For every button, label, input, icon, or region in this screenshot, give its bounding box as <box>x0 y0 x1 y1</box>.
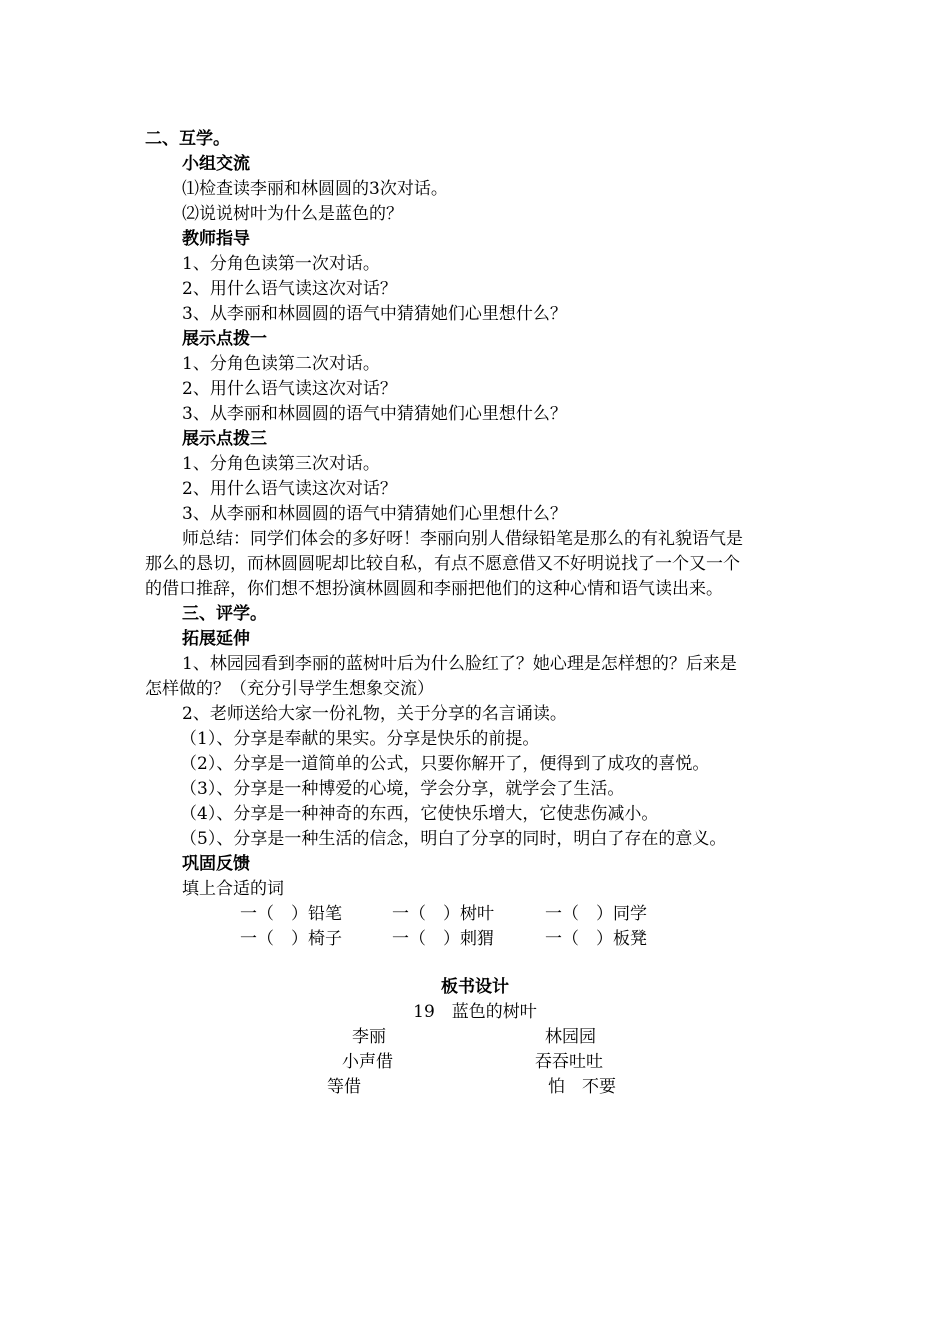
board-left-item: 李丽 <box>352 1027 386 1047</box>
question-line: 2、老师送给大家一份礼物，关于分享的名言诵读。 <box>182 704 567 724</box>
quote-item: （1）、分享是奉献的果实。分享是快乐的前提。 <box>180 729 540 749</box>
fill-blank-item: 一（ ）刺猬 <box>392 929 494 949</box>
teacher-summary-line: 师总结：同学们体会的多好呀！李丽向别人借绿铅笔是那么的有礼貌语气是 <box>182 529 743 549</box>
list-item: 2、用什么语气读这次对话？ <box>182 279 397 299</box>
fill-blank-item: 一（ ）铅笔 <box>240 904 342 924</box>
list-item: 3、从李丽和林圆圆的语气中猜猜她们心里想什么？ <box>182 304 567 324</box>
quote-item: （3）、分享是一种博爱的心境，学会分享，就学会了生活。 <box>180 779 625 799</box>
board-right-item: 吞吞吐吐 <box>535 1052 603 1072</box>
show-guide-3-heading: 展示点拨三 <box>182 429 267 449</box>
board-right-item: 怕 不要 <box>548 1077 616 1097</box>
question-line: 怎样做的？（充分引导学生想象交流） <box>145 679 434 699</box>
teacher-summary-line: 那么的恳切，而林圆圆呢却比较自私，有点不愿意借又不好明说找了一个又一个 <box>145 554 740 574</box>
list-item: 2、用什么语气读这次对话？ <box>182 379 397 399</box>
list-item: 1、分角色读第二次对话。 <box>182 354 380 374</box>
list-item: ⑵说说树叶为什么是蓝色的？ <box>182 204 403 224</box>
teacher-guidance-heading: 教师指导 <box>182 229 250 249</box>
board-left-item: 小声借 <box>342 1052 393 1072</box>
fill-instruction: 填上合适的词 <box>182 879 284 899</box>
fill-blank-item: 一（ ）树叶 <box>392 904 494 924</box>
consolidate-heading: 巩固反馈 <box>182 854 250 874</box>
fill-blank-item: 一（ ）同学 <box>545 904 647 924</box>
show-guide-1-heading: 展示点拨一 <box>182 329 267 349</box>
board-design-subtitle: 19 蓝色的树叶 <box>413 1002 537 1022</box>
group-discussion-heading: 小组交流 <box>182 154 250 174</box>
list-item: 1、分角色读第三次对话。 <box>182 454 380 474</box>
section-2-title: 二、互学。 <box>145 129 230 149</box>
fill-blank-item: 一（ ）板凳 <box>545 929 647 949</box>
quote-item: （5）、分享是一种生活的信念，明白了分享的同时，明白了存在的意义。 <box>180 829 727 849</box>
list-item: 2、用什么语气读这次对话？ <box>182 479 397 499</box>
board-design-title: 板书设计 <box>441 977 509 997</box>
extension-heading: 拓展延伸 <box>182 629 250 649</box>
board-left-item: 等借 <box>327 1077 361 1097</box>
list-item: 3、从李丽和林圆圆的语气中猜猜她们心里想什么？ <box>182 404 567 424</box>
question-line: 1、林园园看到李丽的蓝树叶后为什么脸红了？她心理是怎样想的？后来是 <box>182 654 737 674</box>
quote-item: （4）、分享是一种神奇的东西，它使快乐增大，它使悲伤减小。 <box>180 804 659 824</box>
teacher-summary-line: 的借口推辞，你们想不想扮演林圆圆和李丽把他们的这种心情和语气读出来。 <box>145 579 723 599</box>
board-right-item: 林园园 <box>545 1027 596 1047</box>
list-item: ⑴检查读李丽和林圆圆的3次对话。 <box>182 179 448 199</box>
quote-item: （2）、分享是一道简单的公式，只要你解开了，便得到了成攻的喜悦。 <box>180 754 710 774</box>
list-item: 3、从李丽和林圆圆的语气中猜猜她们心里想什么？ <box>182 504 567 524</box>
fill-blank-item: 一（ ）椅子 <box>240 929 342 949</box>
section-3-title: 三、评学。 <box>182 604 267 624</box>
list-item: 1、分角色读第一次对话。 <box>182 254 380 274</box>
